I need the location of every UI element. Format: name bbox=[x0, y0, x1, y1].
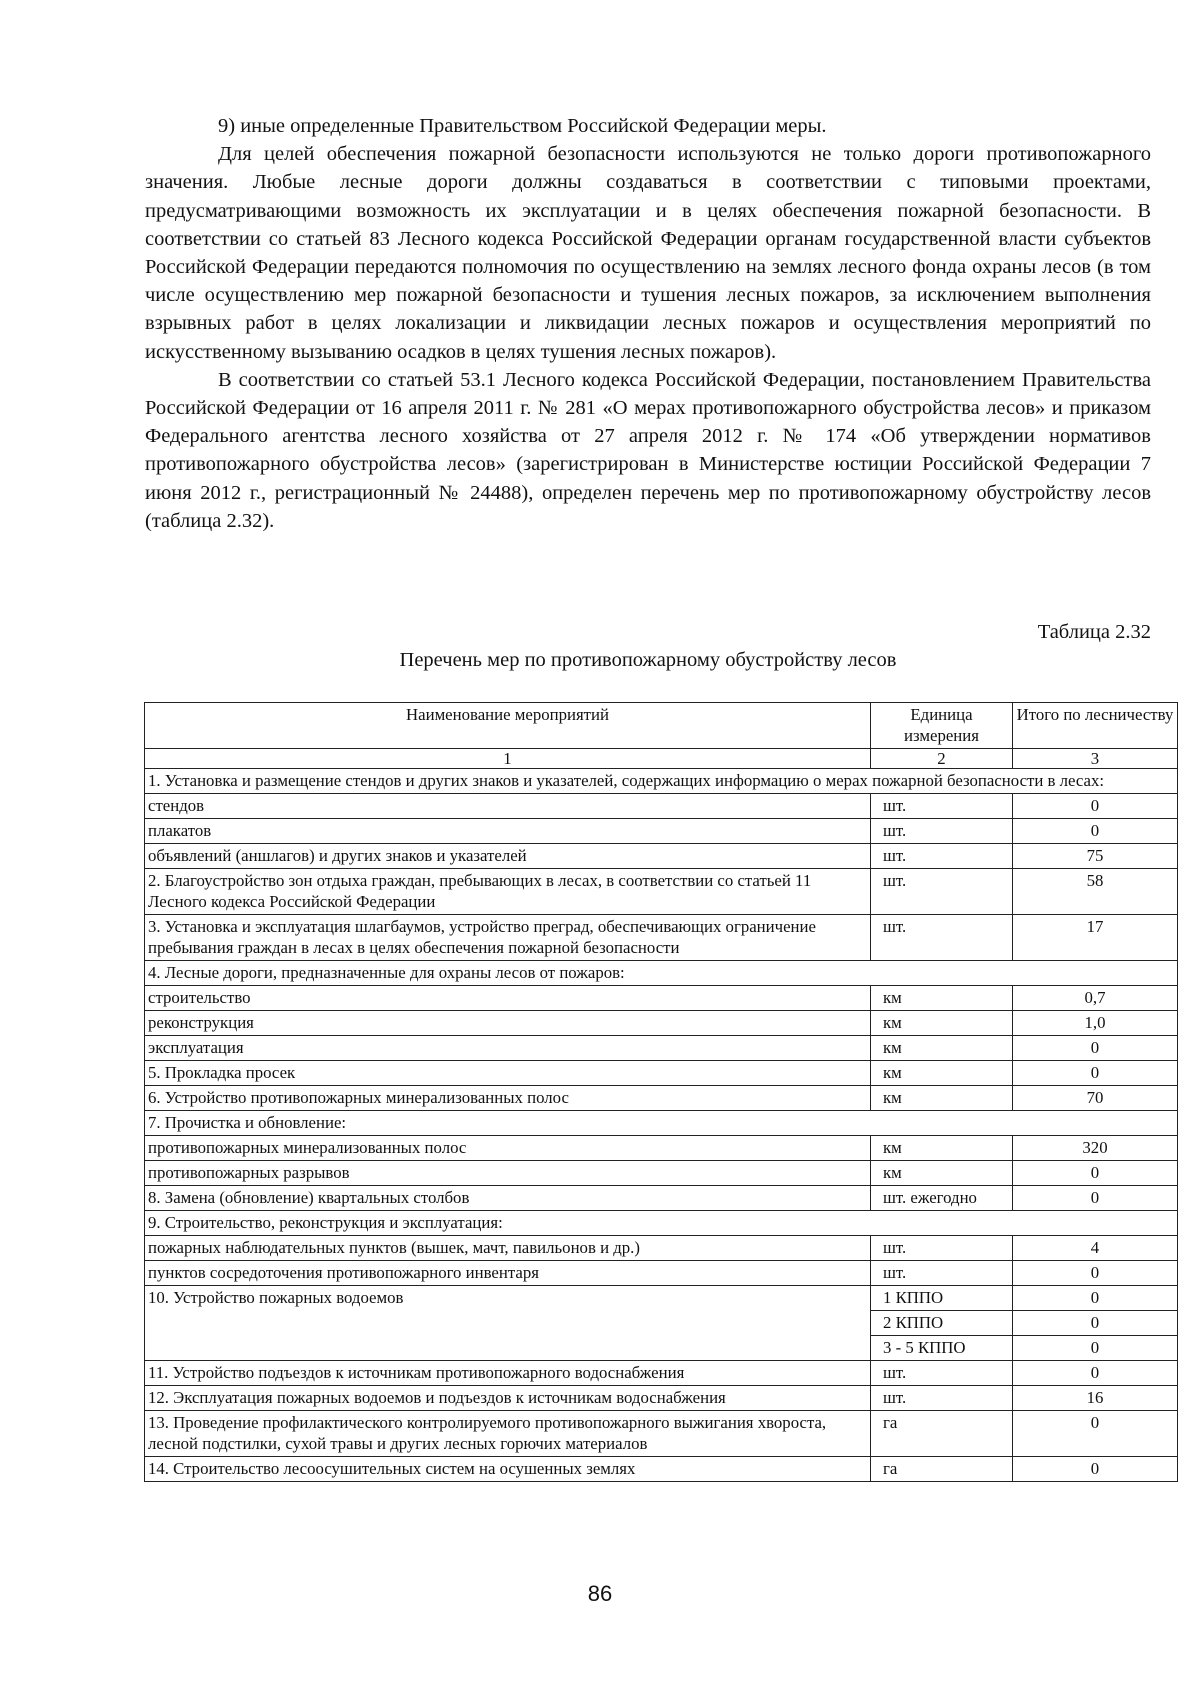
name-cell: 1. Установка и размещение стендов и других знаков и указателей, содержащих информацию о мерах пожарной безопасности в лесах: bbox=[145, 769, 1178, 794]
table-header-row bbox=[145, 703, 1178, 749]
name-cell: противопожарных разрывов bbox=[145, 1161, 871, 1186]
unit-cell: шт. bbox=[871, 819, 1013, 844]
table-title: Перечень мер по противопожарному обустройству лесов bbox=[399, 649, 897, 671]
unit-cell: шт. bbox=[871, 844, 1013, 869]
table-row bbox=[145, 1136, 1178, 1161]
value-cell: 4 bbox=[1013, 1236, 1178, 1261]
table-row bbox=[145, 915, 1178, 961]
unit-cell: шт. bbox=[871, 915, 1013, 961]
paragraph: 9) иные определенные Правительством Российской Федерации меры. bbox=[218, 115, 827, 137]
paragraph: Для целей обеспечения пожарной безопасности используются не только дороги противопожарного значения. Любые лесные дороги должны создаваться в соответствии с типовыми проектами, предусматривающими возможность их эксплуатации и в целях обеспечения пожарной безопасности. В соответствии со статьей 83 Лесного кодекса Российской Федерации органам государственной власти субъектов Российской Федерации передаются полномочия по осуществлению на землях лесного фонда охраны лесов (в том числе осуществлению мер пожарной безопасности и тушения лесных пожаров, за исключением выполнения взрывных работ в целях локализации и ликвидации лесных пожаров и осуществления мероприятий по искусственному вызыванию осадков в целях тушения лесных пожаров). bbox=[145, 143, 1151, 363]
name-cell: 5. Прокладка просек bbox=[145, 1061, 871, 1086]
unit-cell: 3 - 5 КППО bbox=[871, 1336, 1013, 1361]
measures-table bbox=[144, 702, 1178, 1482]
unit-cell: га bbox=[871, 1457, 1013, 1482]
table-row bbox=[145, 1061, 1178, 1086]
table-row bbox=[145, 819, 1178, 844]
value-cell: 0 bbox=[1013, 819, 1178, 844]
value-cell: 58 bbox=[1013, 869, 1178, 915]
unit-cell: шт. bbox=[871, 1236, 1013, 1261]
unit-cell: шт. bbox=[871, 1386, 1013, 1411]
unit-cell: км bbox=[871, 1061, 1013, 1086]
unit-cell: 2 КППО bbox=[871, 1311, 1013, 1336]
value-cell: 0 bbox=[1013, 1457, 1178, 1482]
name-cell: 11. Устройство подъездов к источникам противопожарного водоснабжения bbox=[145, 1361, 871, 1386]
header-total: Итого по лесничеству bbox=[1013, 703, 1178, 749]
header-name: Наименование мероприятий bbox=[145, 703, 871, 749]
name-cell: пунктов сосредоточения противопожарного инвентаря bbox=[145, 1261, 871, 1286]
table-row bbox=[145, 1161, 1178, 1186]
value-cell: 70 bbox=[1013, 1086, 1178, 1111]
table-row bbox=[145, 844, 1178, 869]
name-cell: реконструкция bbox=[145, 1011, 871, 1036]
value-cell: 0 bbox=[1013, 1411, 1178, 1457]
table-row bbox=[145, 1361, 1178, 1386]
name-cell: 9. Строительство, реконструкция и эксплуатация: bbox=[145, 1211, 1178, 1236]
value-cell: 0 bbox=[1013, 1286, 1178, 1311]
unit-cell: шт. bbox=[871, 869, 1013, 915]
unit-cell: км bbox=[871, 1161, 1013, 1186]
section-row bbox=[145, 1111, 1178, 1136]
value-cell: 75 bbox=[1013, 844, 1178, 869]
unit-cell: 1 КППО bbox=[871, 1286, 1013, 1311]
unit-cell: шт. ежегодно bbox=[871, 1186, 1013, 1211]
table-row bbox=[145, 1011, 1178, 1036]
value-cell: 17 bbox=[1013, 915, 1178, 961]
name-cell: объявлений (аншлагов) и других знаков и указателей bbox=[145, 844, 871, 869]
value-cell: 0 bbox=[1013, 1261, 1178, 1286]
unit-cell: км bbox=[871, 1136, 1013, 1161]
table-row bbox=[145, 1236, 1178, 1261]
name-cell: 7. Прочистка и обновление: bbox=[145, 1111, 1178, 1136]
value-cell: 0,7 bbox=[1013, 986, 1178, 1011]
body-text bbox=[145, 112, 1151, 535]
name-cell: 6. Устройство противопожарных минерализованных полос bbox=[145, 1086, 871, 1111]
column-number: 3 bbox=[1013, 749, 1178, 769]
unit-cell: км bbox=[871, 1011, 1013, 1036]
value-cell: 0 bbox=[1013, 1036, 1178, 1061]
unit-cell: шт. bbox=[871, 1261, 1013, 1286]
value-cell: 0 bbox=[1013, 1361, 1178, 1386]
value-cell: 0 bbox=[1013, 1061, 1178, 1086]
name-cell: противопожарных минерализованных полос bbox=[145, 1136, 871, 1161]
table-row bbox=[145, 1286, 1178, 1311]
table-row bbox=[145, 1086, 1178, 1111]
value-cell: 0 bbox=[1013, 794, 1178, 819]
name-cell: 4. Лесные дороги, предназначенные для охраны лесов от пожаров: bbox=[145, 961, 1178, 986]
table-row bbox=[145, 1386, 1178, 1411]
value-cell: 0 bbox=[1013, 1336, 1178, 1361]
unit-cell: га bbox=[871, 1411, 1013, 1457]
table-row bbox=[145, 1411, 1178, 1457]
table-row bbox=[145, 1036, 1178, 1061]
value-cell: 320 bbox=[1013, 1136, 1178, 1161]
section-row bbox=[145, 1211, 1178, 1236]
column-number: 1 bbox=[145, 749, 871, 769]
column-number: 2 bbox=[871, 749, 1013, 769]
name-cell: 2. Благоустройство зон отдыха граждан, пребывающих в лесах, в соответствии со статьей 11 Лесного кодекса Российской Федерации bbox=[145, 869, 871, 915]
name-cell: 10. Устройство пожарных водоемов bbox=[145, 1286, 871, 1361]
page-number: 86 bbox=[587, 1581, 613, 1606]
name-cell: 8. Замена (обновление) квартальных столбов bbox=[145, 1186, 871, 1211]
value-cell: 16 bbox=[1013, 1386, 1178, 1411]
section-row bbox=[145, 769, 1178, 794]
column-number-row bbox=[145, 749, 1178, 769]
name-cell: 14. Строительство лесоосушительных систем на осушенных землях bbox=[145, 1457, 871, 1482]
table-row bbox=[145, 794, 1178, 819]
name-cell: плакатов bbox=[145, 819, 871, 844]
name-cell: эксплуатация bbox=[145, 1036, 871, 1061]
unit-cell: км bbox=[871, 986, 1013, 1011]
unit-cell: км bbox=[871, 1036, 1013, 1061]
table-number: Таблица 2.32 bbox=[1037, 621, 1151, 643]
header-unit: Единица измерения bbox=[871, 703, 1013, 749]
name-cell: 3. Установка и эксплуатация шлагбаумов, устройство преград, обеспечивающих ограничение пребывания граждан в лесах в целях обеспечения пожарной безопасности bbox=[145, 915, 871, 961]
name-cell: 13. Проведение профилактического контролируемого противопожарного выжигания хвороста, лесной подстилки, сухой травы и других лесных горючих материалов bbox=[145, 1411, 871, 1457]
table-row bbox=[145, 986, 1178, 1011]
value-cell: 0 bbox=[1013, 1186, 1178, 1211]
value-cell: 0 bbox=[1013, 1311, 1178, 1336]
section-row bbox=[145, 961, 1178, 986]
unit-cell: км bbox=[871, 1086, 1013, 1111]
table-row bbox=[145, 1457, 1178, 1482]
name-cell: стендов bbox=[145, 794, 871, 819]
name-cell: пожарных наблюдательных пунктов (вышек, мачт, павильонов и др.) bbox=[145, 1236, 871, 1261]
unit-cell: шт. bbox=[871, 794, 1013, 819]
table-row bbox=[145, 1186, 1178, 1211]
value-cell: 1,0 bbox=[1013, 1011, 1178, 1036]
table-row bbox=[145, 1261, 1178, 1286]
name-cell: 12. Эксплуатация пожарных водоемов и подъездов к источникам водоснабжения bbox=[145, 1386, 871, 1411]
name-cell: строительство bbox=[145, 986, 871, 1011]
paragraph: В соответствии со статьей 53.1 Лесного кодекса Российской Федерации, постановлением Правительства Российской Федерации от 16 апреля 2011 г. № 281 «О мерах противопожарного обустройства лесов» и приказом Федерального агентства лесного хозяйства от 27 апреля 2012 г. № 174 «Об утверждении нормативов противопожарного обустройства лесов» (зарегистрирован в Министерстве юстиции Российской Федерации 7 июня 2012 г., регистрационный № 24488), определен перечень мер по противопожарному обустройству лесов (таблица 2.32). bbox=[145, 368, 1151, 532]
value-cell: 0 bbox=[1013, 1161, 1178, 1186]
unit-cell: шт. bbox=[871, 1361, 1013, 1386]
table-row bbox=[145, 869, 1178, 915]
